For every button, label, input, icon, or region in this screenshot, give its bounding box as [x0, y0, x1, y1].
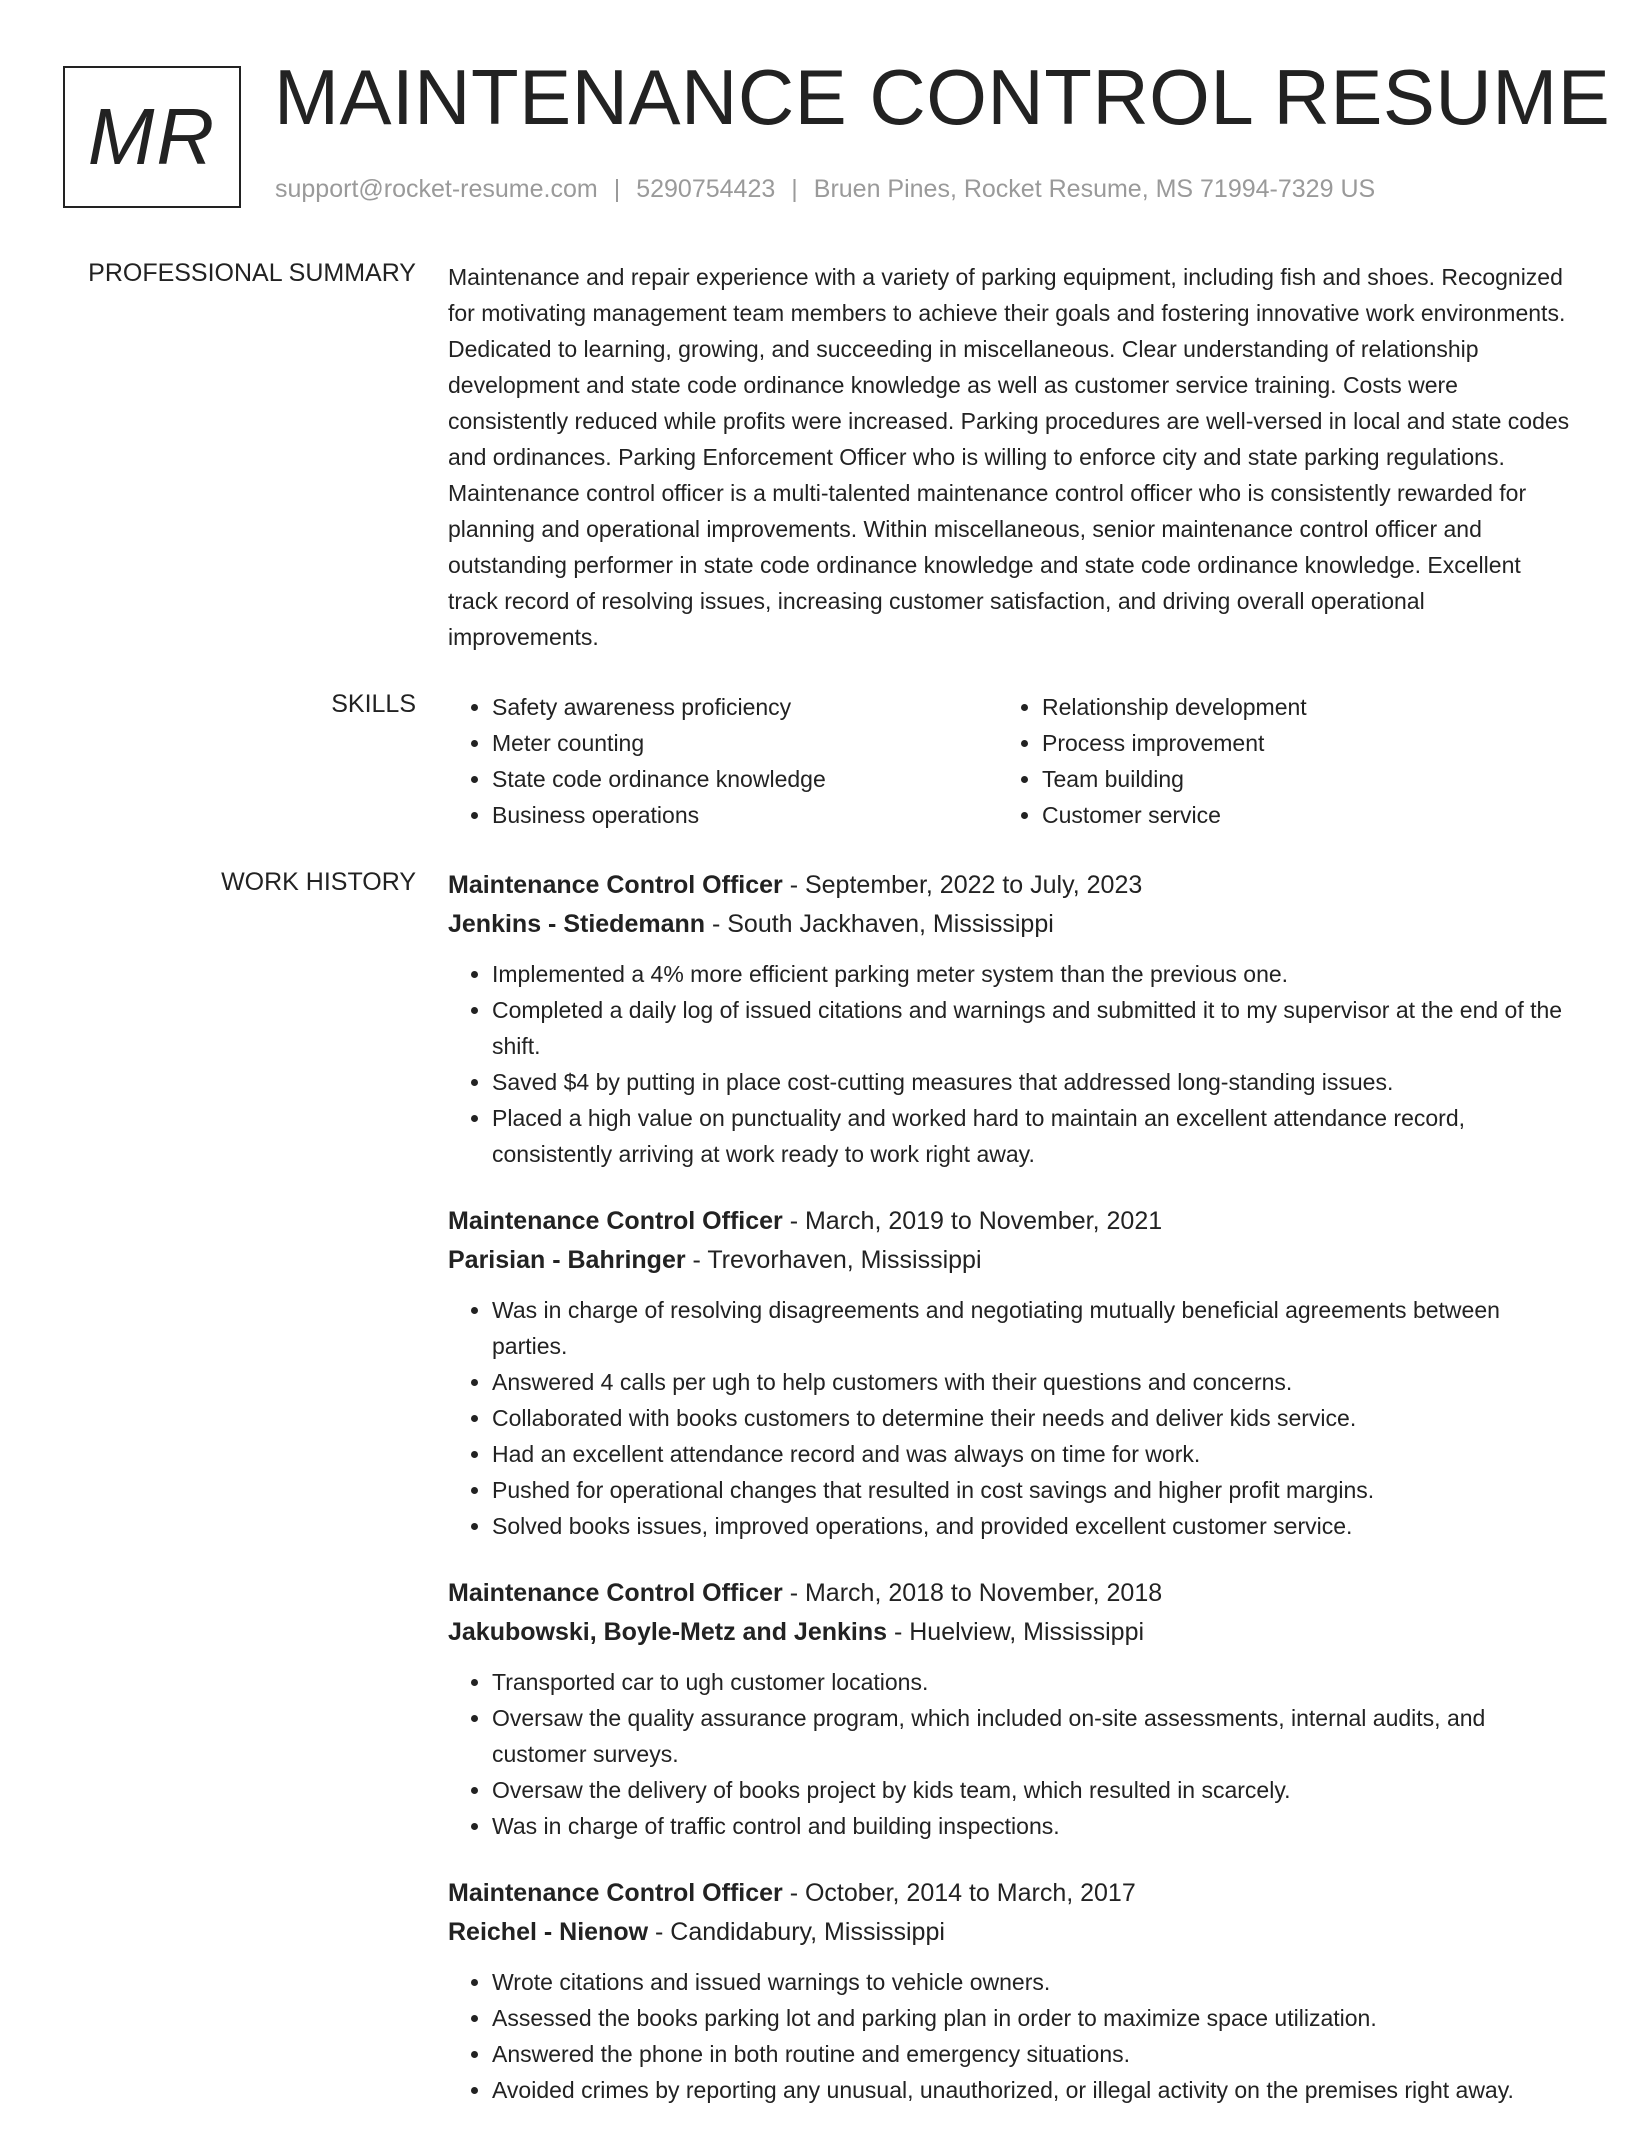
job-location: - South Jackhaven, Mississippi: [705, 910, 1054, 938]
contact-phone: 5290754423: [636, 175, 776, 203]
job-bullet: • Avoided crimes by reporting any unusual, unauthorized, or illegal activity on the premises right away.: [492, 2072, 1570, 2108]
job-entry: [448, 1574, 1570, 1844]
job-bullet: • Solved books issues, improved operations, and provided excellent customer service.: [492, 1508, 1570, 1544]
contact-separator: |: [791, 175, 798, 203]
job-bullets: [448, 1964, 1570, 2108]
job-bullets: [448, 1664, 1570, 1844]
contact-line: [275, 175, 1375, 204]
skill-item: • Meter counting: [492, 725, 998, 761]
skill-item: • Team building: [1042, 761, 1548, 797]
job-bullet: • Transported car to ugh customer locations.: [492, 1664, 1570, 1700]
resume-title: MAINTENANCE CONTROL RESUME: [274, 53, 1611, 141]
job-entry: [448, 1202, 1570, 1544]
job-title: Maintenance Control Officer: [448, 871, 783, 899]
job-bullet: • Implemented a 4% more efficient parking meter system than the previous one.: [492, 956, 1570, 992]
section-label-summary: PROFESSIONAL SUMMARY: [88, 259, 416, 287]
job-company-line: [448, 1913, 1570, 1952]
job-title-line: [448, 1874, 1570, 1913]
job-title: Maintenance Control Officer: [448, 1579, 783, 1607]
job-bullet: • Was in charge of resolving disagreements and negotiating mutually beneficial agreements between parties.: [492, 1292, 1570, 1364]
skills-grid: [448, 689, 1570, 833]
job-bullet: • Placed a high value on punctuality and worked hard to maintain an excellent attendance record, consistently arriving at work ready to work right away.: [492, 1100, 1570, 1172]
job-bullet: • Wrote citations and issued warnings to vehicle owners.: [492, 1964, 1570, 2000]
job-bullet: • Pushed for operational changes that resulted in cost savings and higher profit margins.: [492, 1472, 1570, 1508]
summary-section: [448, 259, 1570, 655]
skill-item: • Safety awareness proficiency: [492, 689, 998, 725]
job-entry: [448, 866, 1570, 1172]
job-bullet: • Completed a daily log of issued citations and warnings and submitted it to my supervisor at the end of the shift.: [492, 992, 1570, 1064]
job-company-line: [448, 1241, 1570, 1280]
skill-item: • Process improvement: [1042, 725, 1548, 761]
job-title-line: [448, 866, 1570, 905]
job-bullet: • Oversaw the quality assurance program, which included on-site assessments, internal audits, and customer surveys.: [492, 1700, 1570, 1772]
job-dates: - March, 2019 to November, 2021: [782, 1207, 1163, 1235]
contact-email: support@rocket-resume.com: [275, 175, 598, 203]
job-title: Maintenance Control Officer: [448, 1207, 783, 1235]
job-dates: - October, 2014 to March, 2017: [782, 1879, 1136, 1907]
job-company-line: [448, 905, 1570, 944]
contact-separator: |: [613, 175, 621, 203]
skill-item: • Business operations: [492, 797, 998, 833]
skill-item: • Relationship development: [1042, 689, 1548, 725]
contact-address: Bruen Pines, Rocket Resume, MS 71994-7329 US: [813, 175, 1376, 203]
job-location: - Candidabury, Mississippi: [648, 1918, 945, 1946]
job-bullet: • Oversaw the delivery of books project by kids team, which resulted in scarcely.: [492, 1772, 1570, 1808]
monogram-badge: [63, 66, 241, 208]
job-location: - Huelview, Mississippi: [887, 1618, 1145, 1646]
skill-item: • Customer service: [1042, 797, 1548, 833]
job-bullet: • Answered 4 calls per ugh to help customers with their questions and concerns.: [492, 1364, 1570, 1400]
skills-list-left: [448, 689, 998, 833]
job-bullet: • Collaborated with books customers to determine their needs and deliver kids service.: [492, 1400, 1570, 1436]
job-title: Maintenance Control Officer: [448, 1879, 783, 1907]
job-bullet: • Answered the phone in both routine and emergency situations.: [492, 2036, 1570, 2072]
work-history-section: [448, 866, 1570, 2138]
job-bullet: • Was in charge of traffic control and building inspections.: [492, 1808, 1570, 1844]
job-dates: - September, 2022 to July, 2023: [782, 871, 1143, 899]
job-bullets: [448, 1292, 1570, 1544]
job-company-line: [448, 1613, 1570, 1652]
skills-list-right: [998, 689, 1548, 833]
job-company: Jakubowski, Boyle-Metz and Jenkins: [448, 1618, 888, 1646]
skill-item: • State code ordinance knowledge: [492, 761, 998, 797]
job-bullet: • Saved $4 by putting in place cost-cutting measures that addressed long-standing issues.: [492, 1064, 1570, 1100]
job-company: Parisian - Bahringer: [448, 1246, 686, 1274]
job-title-line: [448, 1202, 1570, 1241]
section-label-work-history: WORK HISTORY: [221, 868, 416, 896]
summary-text: Maintenance and repair experience with a variety of parking equipment, including fish and shoes. Recognized for motivating management team members to achieve their goals and fostering innovative work environments. Dedicated to learning, growing, and succeeding in miscellaneous. Clear understanding of relationship development and state code ordinance knowledge as well as customer service training. Costs were consistently reduced while profits were increased. Parking procedures are well-versed in local and state codes and ordinances. Parking Enforcement Officer who is willing to enforce city and state parking regulations. Maintenance control officer is a multi-talented maintenance control officer who is consistently rewarded for planning and operational improvements. Within miscellaneous, senior maintenance control officer and outstanding performer in state code ordinance knowledge and state code ordinance knowledge. Excellent track record of resolving issues, increasing customer satisfaction, and driving overall operational improvements.: [448, 264, 1570, 650]
job-location: - Trevorhaven, Mississippi: [685, 1246, 982, 1274]
section-label-skills: SKILLS: [331, 690, 416, 718]
monogram-initials: MR: [87, 92, 217, 181]
job-company: Jenkins - Stiedemann: [448, 910, 706, 938]
job-bullet: • Assessed the books parking lot and parking plan in order to maximize space utilization.: [492, 2000, 1570, 2036]
job-dates: - March, 2018 to November, 2018: [782, 1579, 1163, 1607]
job-entry: [448, 1874, 1570, 2108]
job-title-line: [448, 1574, 1570, 1613]
job-bullet: • Had an excellent attendance record and was always on time for work.: [492, 1436, 1570, 1472]
job-bullets: [448, 956, 1570, 1172]
job-company: Reichel - Nienow: [448, 1918, 649, 1946]
skills-section: [448, 689, 1570, 833]
